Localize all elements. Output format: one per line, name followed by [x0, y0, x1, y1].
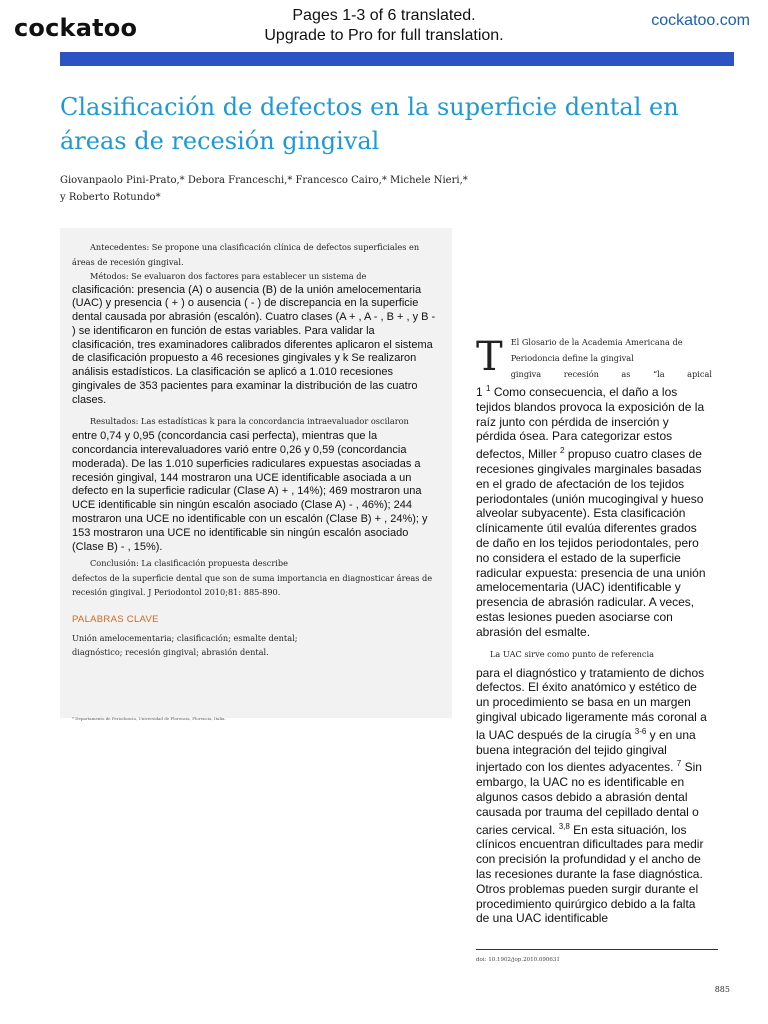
- doi-text[interactable]: doi: 10.1902/jop.2010.090631: [476, 957, 560, 963]
- citation: 2: [560, 446, 565, 456]
- body-column: [476, 334, 712, 926]
- keywords-heading: PALABRAS CLAVE: [72, 613, 159, 625]
- paragraph-text: Como consecuencia, el daño a los tejidos blandos provoca la exposición de la raíz junto con pérdida de inserción y pérdida ósea. Para categorizar estos defectos, Miller: [476, 385, 705, 462]
- authors-line-2: y Roberto Rotundo*: [60, 192, 161, 203]
- body-paragraph-1: [476, 382, 712, 640]
- drop-cap: T: [476, 334, 503, 380]
- abstract-results-intro: Resultados: Las estadísticas k para la concordancia intraevaluador oscilaron: [90, 415, 409, 426]
- translation-banner: [200, 6, 568, 46]
- citation: 3-6: [634, 726, 647, 736]
- author-list: [60, 172, 480, 206]
- body-small-line: La UAC sirve como punto de referencia: [490, 648, 655, 659]
- body-paragraph-2: [476, 666, 712, 927]
- abstract-box: [60, 228, 452, 718]
- paragraph-text: para el diagnóstico y tratamiento de dichos defectos. El éxito anatómico y estético de un procedimiento se basa en un margen gingival ubicado ligeramente más coronal a la UAC después de la cirugía: [476, 665, 707, 742]
- citation: 3,8: [558, 821, 570, 831]
- paragraph-text: propuso cuatro clases de recesiones gingivales marginales basadas en el grado de afectación de los tejidos periodontales (unión mucogingival y hueso alveolar subyacente). Esta clasificación clínicamente útil evalúa diferentes grados de daño en los tejidos periodontales, pero no considera el estado de la superficie radicular expuesta: presencia de una unión amelocementaria (UAC) identificable y presencia de abrasión radicular. A veces, estas lesiones pueden asociarse con abrasión del esmalte.: [476, 447, 706, 639]
- abstract-results: entre 0,74 y 0,95 (concordancia casi perfecta), mientras que la concordancia interevaluadores varió entre 0,26 y 0,59 (concordancia moderada). De las 1.010 superficies radiculares expuestas asociadas a recesión gingival, 144 mostraron una UCE identificable asociada a un defecto en la superficie radicular (Clase A) + , 14%); 469 mostraron una UCE identificable sin ningún escalón asociado (Clase A) - , 46%); 244 mostraron una UCE no identificable con un escalón (Clase B) + , 24%); y 153 mostraron una UCE no identificable sin ningún escalón asociado (Clase B) - , 15%).: [72, 430, 428, 553]
- ref-number: 1: [476, 385, 483, 399]
- body-intro-line-1: El Glosario de la Academia Americana de Periodoncia define la gingival: [510, 337, 683, 363]
- banner-line-1: Pages 1-3 of 6 translated.: [292, 7, 476, 24]
- banner-line-2[interactable]: Upgrade to Pro for full translation.: [264, 27, 504, 44]
- abstract-methods: clasificación: presencia (A) o ausencia (B) de la unión amelocementaria (UAC) y presencia ( + ) o ausencia ( - ) de discrepancia en la superficie dental causada por abrasión (escalón). Cuatro clases (A + , A - , B + , y B - ) se identificaron en función de estas variables. Para validar la clasificación, tres examinadores calibrados diferentes aplicaron el sistema de clasificación propuesto a 46 recesiones gingivales y k Se realizaron análisis estadísticos. La clasificación se aplicó a 1.010 recesiones gingivales de 353 pacientes para examinar la distribución de las cuatro clases.: [72, 283, 436, 406]
- abstract-conclusion: defectos de la superficie dental que son de suma importancia en diagnosticar áreas de recesión gingival. J Periodontol 2010;81: 885-890.: [72, 572, 433, 598]
- footer-rule: [476, 949, 718, 950]
- page-number: 885: [714, 985, 730, 994]
- citation: 7: [676, 759, 682, 769]
- paragraph-text: y en una buena integración del tejido gingival injertado con los dientes adyacentes.: [476, 727, 696, 775]
- header-bar: [60, 52, 734, 66]
- abstract-methods-intro: Métodos: Se evaluaron dos factores para establecer un sistema de: [90, 271, 367, 281]
- abstract-conclusion-intro: Conclusión: La clasificación propuesta describe: [90, 558, 289, 569]
- body-intro-line-2: gingiva recesión as “la apical: [510, 369, 712, 379]
- citation: 1: [486, 384, 491, 393]
- paragraph-text: Sin embargo, la UAC no es identificable en algunos casos debido a abrasión dental causada por trauma del cepillado dental o caries cervical.: [476, 760, 702, 837]
- site-link[interactable]: cockatoo.com: [651, 12, 750, 29]
- paragraph-text: En esta situación, los clínicos encuentran dificultades para medir con precisión la profundidad y el ancho de las recesiones durante la fase diagnóstica. Otros problemas pueden surgir durante el procedimiento quirúrgico debido a la falta de una UAC identificable: [476, 822, 704, 926]
- cockatoo-logo[interactable]: cockatoo: [14, 14, 138, 42]
- abstract-background: Antecedentes: Se propone una clasificación clínica de defectos superficiales en áreas de recesión gingival.: [72, 242, 420, 267]
- authors-line-1: Giovanpaolo Pini-Prato,* Debora Franceschi,* Francesco Cairo,* Michele Nieri,*: [60, 175, 468, 186]
- article-title: Clasificación de defectos en la superficie dental en áreas de recesión gingival: [60, 93, 679, 155]
- keywords-list: Unión amelocementaria; clasificación; esmalte dental; diagnóstico; recesión gingival; abrasión dental.: [72, 632, 298, 658]
- affiliation-footnote: * Departamento de Periodoncia, Universidad de Florencia, Florencia, Italia.: [72, 716, 226, 721]
